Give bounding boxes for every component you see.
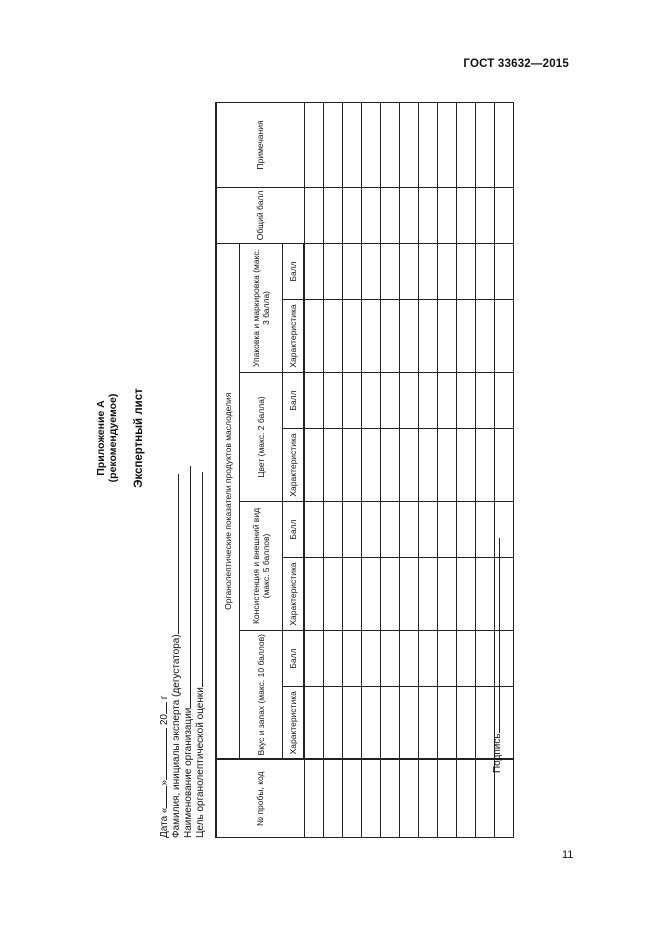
rotated-content [95, 103, 565, 838]
date-month-line[interactable] [157, 728, 167, 780]
table-row [324, 102, 343, 837]
table-row [400, 102, 419, 837]
col-package: Упаковка и маркировка (макс. 3 балла) [240, 243, 283, 372]
expert-field: Фамилия, инициалы эксперта (дегустатора) [169, 474, 182, 838]
col-color: Цвет (макс. 2 балла) [240, 373, 283, 502]
table-row [343, 102, 362, 837]
sub-characteristic: Характеристика [283, 558, 305, 631]
page-number: 11 [562, 849, 574, 861]
sheet-title: Экспертный лист [133, 388, 145, 488]
date-day-line[interactable] [157, 786, 167, 808]
expert-table [215, 102, 514, 838]
standard-number: ГОСТ 33632—2015 [463, 58, 569, 70]
col-taste: Вкус и запах (макс. 10 баллов) [240, 631, 283, 760]
appendix-title: Приложение А [95, 400, 107, 476]
table-row [381, 102, 400, 837]
table-row [304, 102, 324, 837]
col-texture: Консистенция и внешний вид (макс. 5 баллов) [240, 502, 283, 631]
sub-characteristic: Характеристика [283, 687, 305, 760]
sub-score: Балл [283, 631, 305, 687]
signature-field: Подпись [490, 538, 503, 773]
table-body [304, 102, 514, 837]
appendix-status: (рекомендуемое) [107, 393, 119, 483]
group-header: Органолептические показатели продуктов маслоделия [216, 243, 240, 759]
organization-line[interactable] [181, 466, 191, 708]
sub-score: Балл [283, 243, 305, 299]
table-row [438, 102, 457, 837]
organization-field: Наименование организации [181, 466, 194, 838]
sub-characteristic: Характеристика [283, 300, 305, 373]
sub-score: Балл [283, 502, 305, 558]
col-notes: Примечания [216, 102, 304, 187]
sub-characteristic: Характеристика [283, 429, 305, 502]
expert-line[interactable] [169, 474, 179, 634]
date-year-line[interactable] [157, 702, 167, 714]
purpose-field: Цель органолептической оценки [193, 472, 206, 838]
col-sample-number: № пробы, код [216, 760, 304, 838]
date-field: Дата «» 20 г [159, 695, 170, 838]
purpose-line[interactable] [193, 472, 203, 687]
signature-line[interactable] [490, 538, 500, 733]
col-total: Общий балл [216, 187, 304, 243]
table-row [362, 102, 381, 837]
table-row [419, 102, 438, 837]
sub-score: Балл [283, 373, 305, 429]
table-row [457, 102, 476, 837]
